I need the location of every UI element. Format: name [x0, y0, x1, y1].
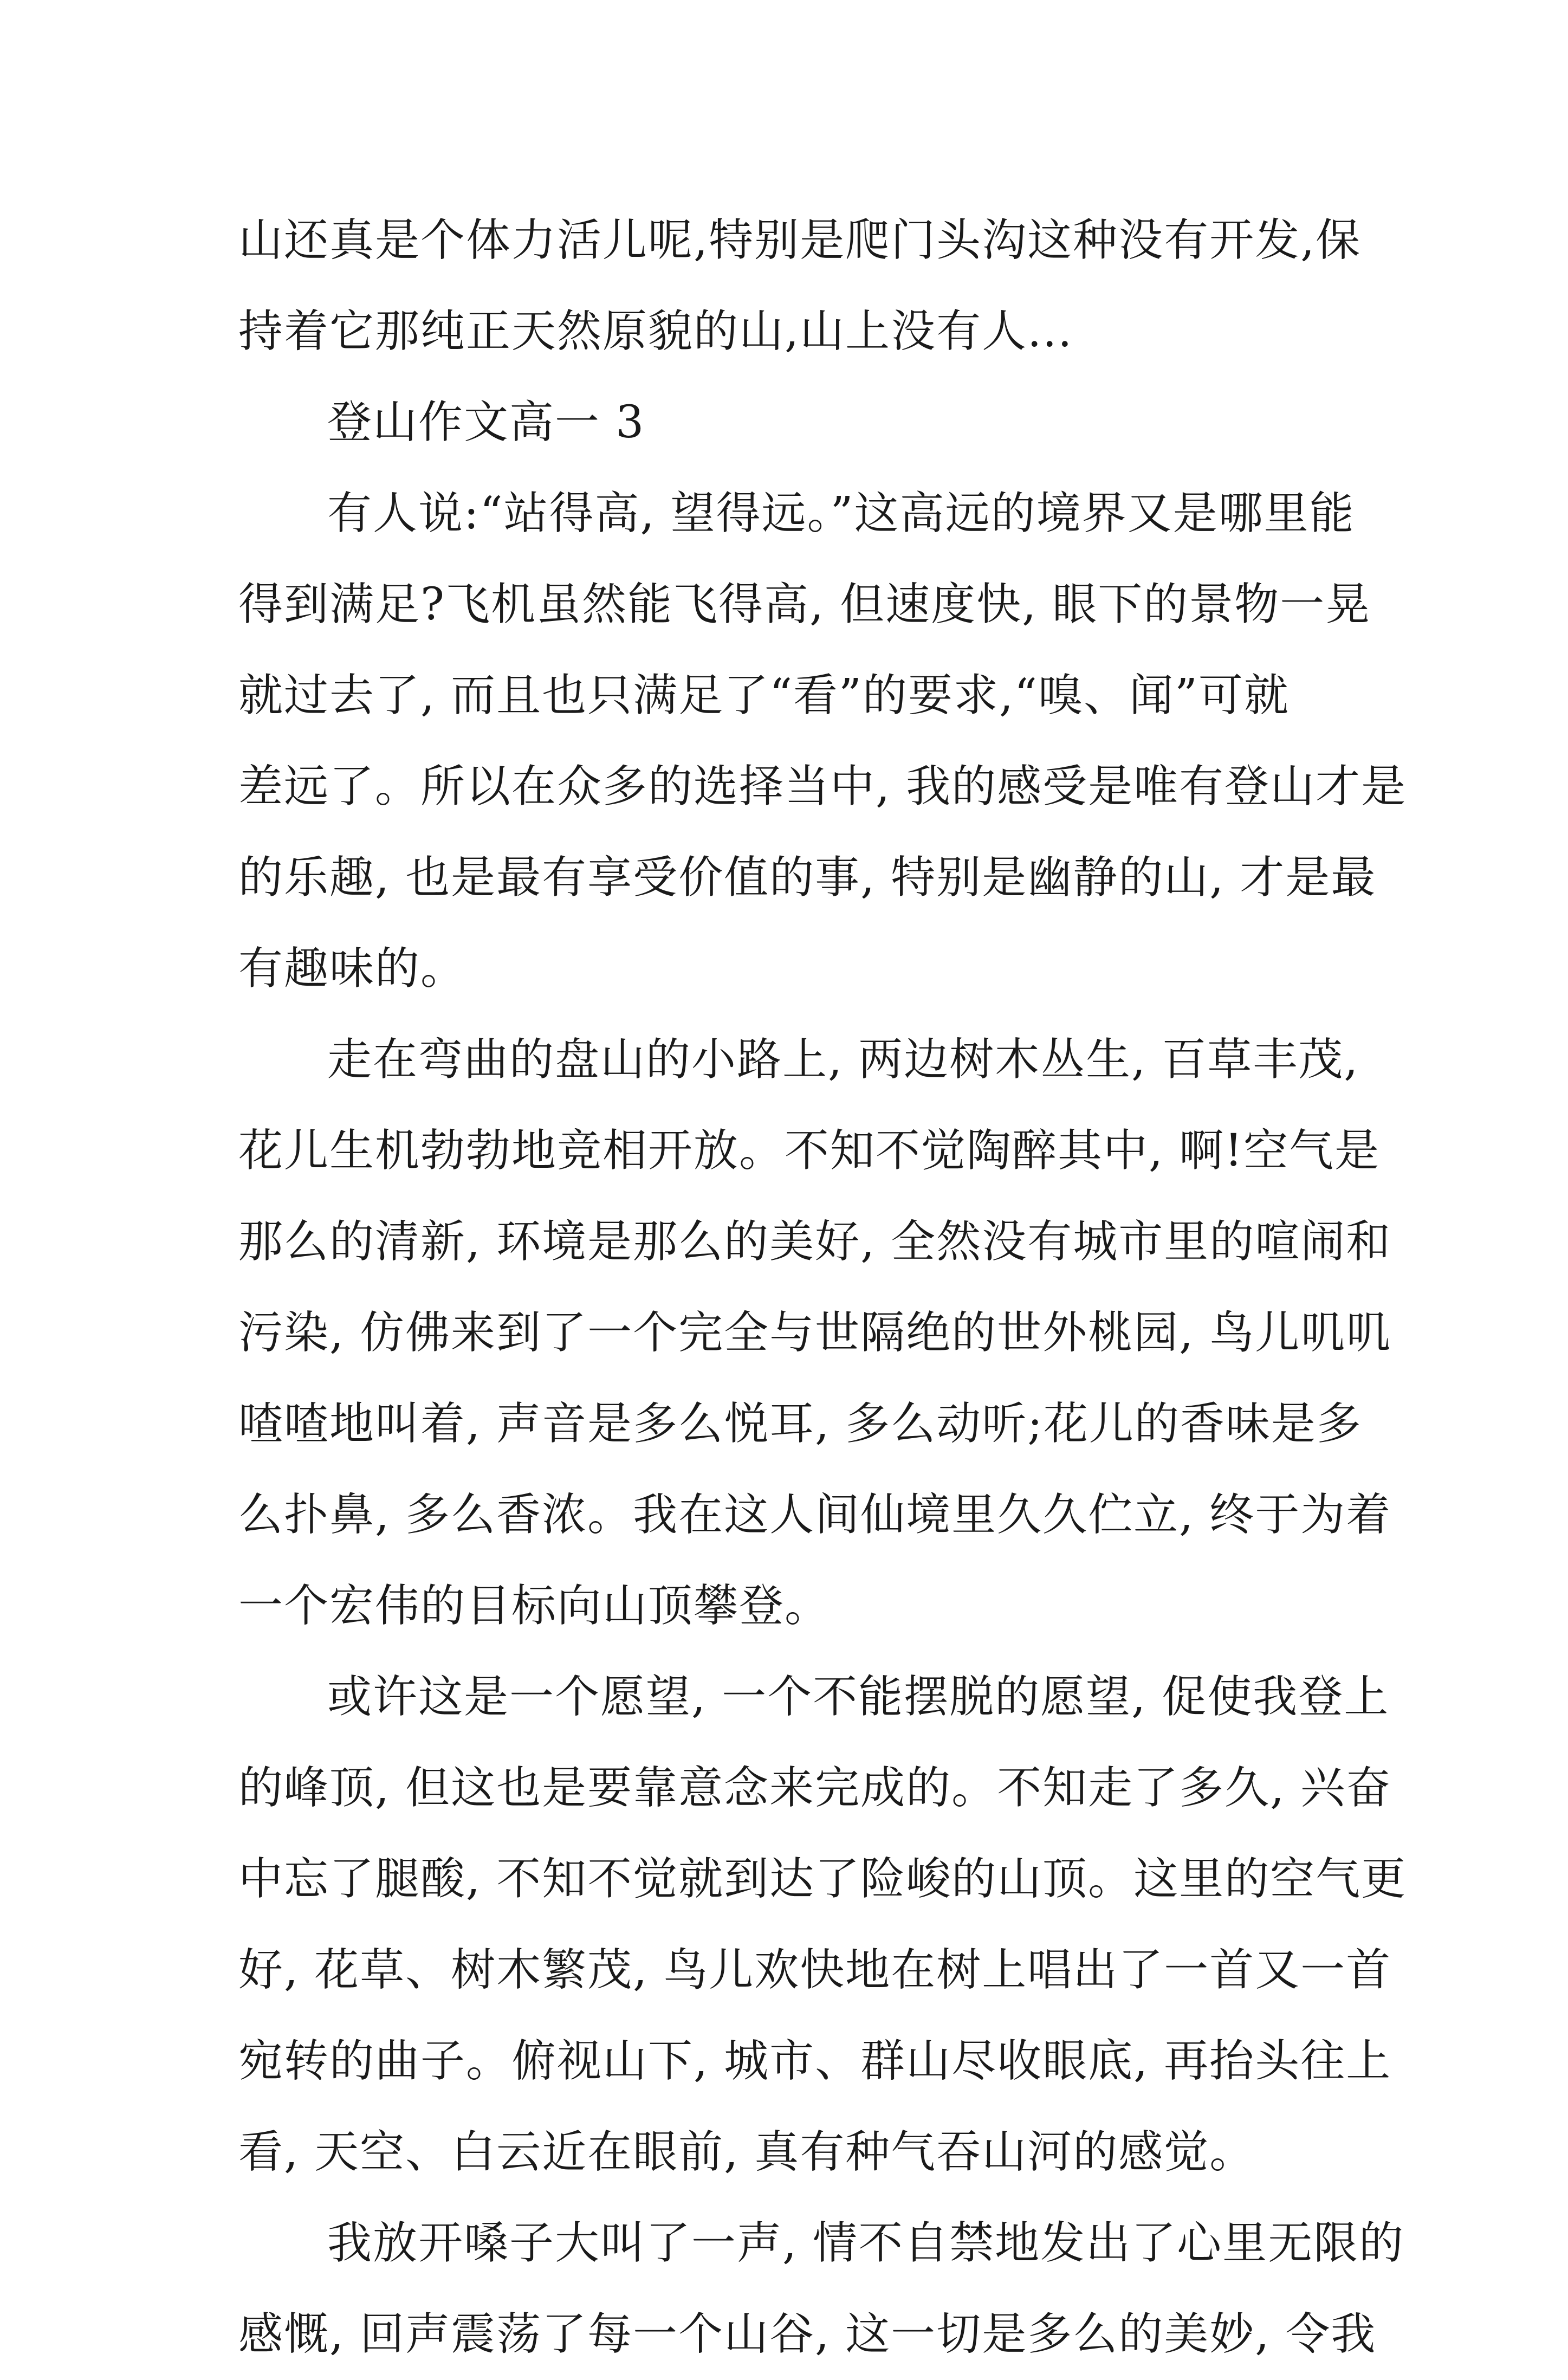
text-line: 持着它那纯正天然原貌的山,山上没有人... [238, 306, 1073, 357]
text-line: 就过去了, 而且也只满足了“看”的要求,“嗅、闻”可就 [238, 670, 1290, 721]
text-line: 山还真是个体力活儿呢,特别是爬门头沟这种没有开发,保 [238, 215, 1362, 266]
text-line: 得到满足?飞机虽然能飞得高, 但速度快, 眼下的景物一晃 [238, 579, 1371, 630]
text-line: 的乐趣, 也是最有享受价值的事, 特别是幽静的山, 才是最 [238, 852, 1377, 903]
document-body [238, 195, 1407, 2380]
text-line: 感慨, 回声震荡了每一个山谷, 这一切是多么的美妙, 令我 [238, 2308, 1377, 2360]
text-line: 中忘了腿酸, 不知不觉就到达了险峻的山顶。这里的空气更 [238, 1853, 1407, 1905]
text-line: 那么的清新, 环境是那么的美好, 全然没有城市里的喧闹和 [238, 1216, 1392, 1267]
text-line: 好, 花草、树木繁茂, 鸟儿欢快地在树上唱出了一首又一首 [238, 1944, 1392, 1996]
text-line: 宛转的曲子。俯视山下, 城市、群山尽收眼底, 再抬头往上 [238, 2035, 1392, 2087]
text-line: 么扑鼻, 多么香浓。我在这人间仙境里久久伫立, 终于为着 [238, 1489, 1392, 1541]
text-line: 有趣味的。 [238, 943, 466, 994]
text-line: 或许这是一个愿望, 一个不能摆脱的愿望, 促使我登上 [327, 1671, 1390, 1723]
text-line: 喳喳地叫着, 声音是多么悦耳, 多么动听;花儿的香味是多 [238, 1398, 1362, 1450]
section-heading: 登山作文高一 3 [327, 397, 645, 448]
text-line: 花儿生机勃勃地竞相开放。不知不觉陶醉其中, 啊!空气是 [238, 1125, 1381, 1176]
text-line: 一个宏伟的目标向山顶攀登。 [238, 1580, 831, 1632]
text-line: 的峰顶, 但这也是要靠意念来完成的。不知走了多久, 兴奋 [238, 1762, 1392, 1814]
text-line: 走在弯曲的盘山的小路上, 两边树木丛生, 百草丰茂, [327, 1034, 1359, 1085]
text-line: 污染, 仿佛来到了一个完全与世隔绝的世外桃园, 鸟儿叽叽 [238, 1307, 1392, 1359]
text-line: 我放开嗓子大叫了一声, 情不自禁地发出了心里无限的 [327, 2217, 1405, 2269]
text-line: 差远了。所以在众多的选择当中, 我的感受是唯有登山才是 [238, 761, 1407, 812]
text-line: 有人说:“站得高, 望得远。”这高远的境界又是哪里能 [327, 488, 1355, 539]
text-line: 看, 天空、白云近在眼前, 真有种气吞山河的感觉。 [238, 2126, 1255, 2178]
